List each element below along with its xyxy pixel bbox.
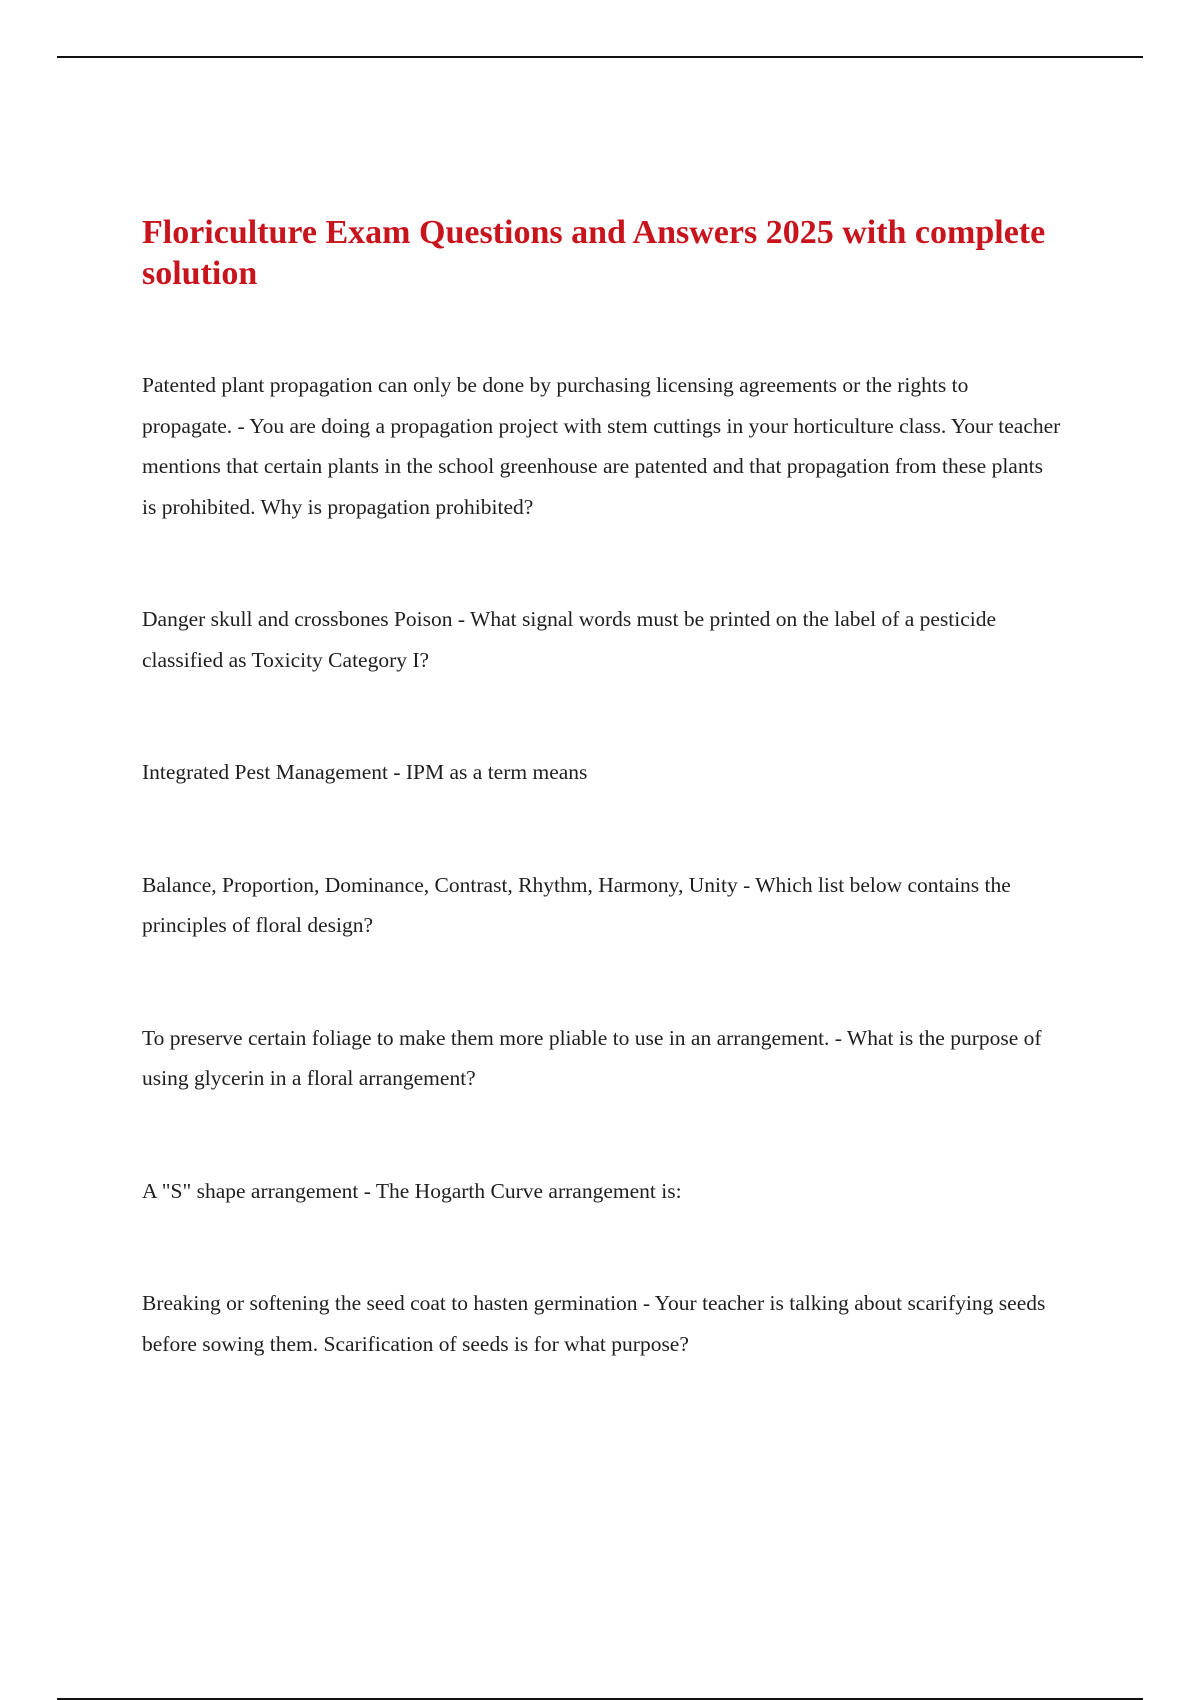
qa-item: Balance, Proportion, Dominance, Contrast, Rhythm, Harmony, Unity - Which list below contains the principles of floral design? bbox=[142, 872, 1011, 937]
qa-item: Patented plant propagation can only be done by purchasing licensing agreements or the rights to propagate. - You are doing a propagation project with stem cuttings in your horticulture class. Your teacher mentions that certain plants in the school greenhouse are patented and that propagation from these plants is prohibited. Why is propagation prohibited? bbox=[142, 373, 1061, 519]
qa-item: Integrated Pest Management - IPM as a term means bbox=[142, 760, 588, 784]
document-title: Floriculture Exam Questions and Answers 2025 with complete solution bbox=[142, 214, 1046, 292]
qa-list bbox=[142, 365, 1062, 1364]
top-rule bbox=[57, 56, 1143, 58]
qa-item: A "S" shape arrangement - The Hogarth Curve arrangement is: bbox=[142, 1178, 682, 1203]
qa-item: Breaking or softening the seed coat to hasten germination - Your teacher is talking about scarifying seeds before sowing them. Scarification of seeds is for what purpose? bbox=[142, 1291, 1046, 1356]
qa-item: To preserve certain foliage to make them more pliable to use in an arrangement. - What is the purpose of using glycerin in a floral arrangement? bbox=[142, 1025, 1042, 1090]
qa-item: Danger skull and crossbones Poison - What signal words must be printed on the label of a pesticide classified as Toxicity Category I? bbox=[142, 607, 997, 672]
